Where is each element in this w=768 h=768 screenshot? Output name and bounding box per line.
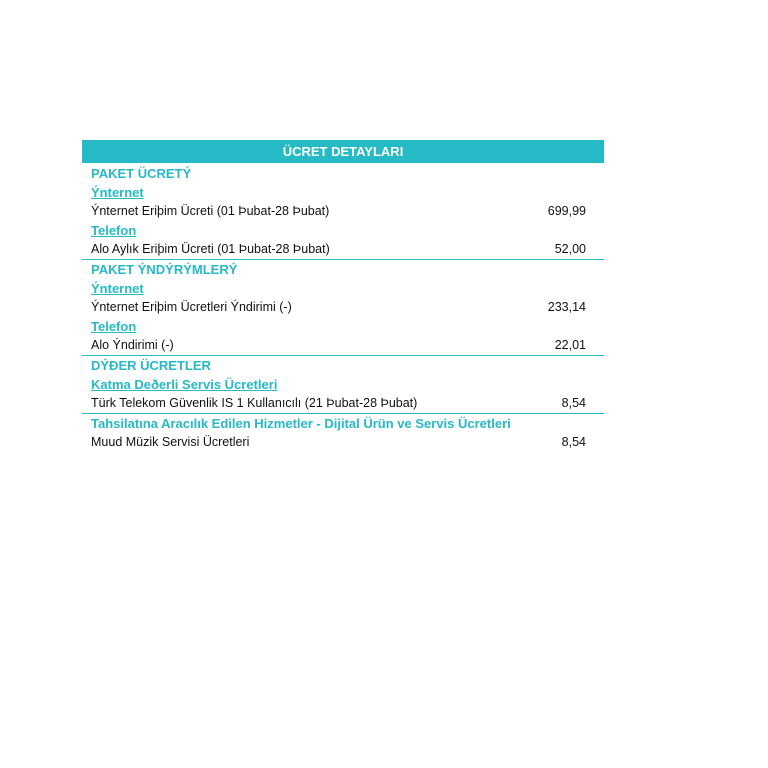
group-title-phone (82, 221, 604, 240)
line-item-amount: 8,54 (561, 435, 586, 449)
section-title-package-fee: PAKET ÜCRETÝ (91, 166, 192, 181)
line-item-amount: 22,01 (554, 338, 586, 352)
line-item (82, 433, 604, 452)
group-title-label: Katma Deðerli Servis Ücretleri (91, 377, 278, 392)
line-item (82, 240, 604, 260)
line-item-label: Muud Müzik Servisi Ücretleri (91, 435, 250, 449)
line-item (82, 394, 604, 414)
section-title-other-fees: DÝÐER ÜCRETLER (91, 358, 211, 373)
fee-details-content (82, 164, 604, 452)
line-item-label: Türk Telekom Güvenlik IS 1 Kullanıcılı (21 Þubat-28 Þubat) (91, 396, 418, 410)
group-title-internet (82, 279, 604, 298)
group-title-label: Telefon (91, 319, 137, 334)
section-title-intermediary-services: Tahsilatına Aracılık Edilen Hizmetler - Dijital Ürün ve Servis Ücretleri (91, 416, 511, 431)
line-item-label: Ýnternet Eriþim Ücreti (01 Þubat-28 Þubat) (91, 204, 330, 218)
line-item (82, 202, 604, 221)
line-item-label: Alo Ýndirimi (-) (91, 338, 174, 352)
group-title-phone (82, 317, 604, 336)
fee-details-header: ÜCRET DETAYLARI (82, 140, 604, 163)
group-title-vas (82, 375, 604, 394)
group-title-label: Ýnternet (91, 185, 144, 200)
section-title-package-discounts: PAKET ÝNDÝRÝMLERÝ (91, 262, 238, 277)
group-title-internet (82, 183, 604, 202)
line-item-label: Ýnternet Eriþim Ücretleri Ýndirimi (-) (91, 300, 292, 314)
line-item-amount: 52,00 (554, 242, 586, 256)
group-title-label: Telefon (91, 223, 137, 238)
line-item-amount: 233,14 (547, 300, 586, 314)
line-item-label: Alo Aylık Eriþim Ücreti (01 Þubat-28 Þubat) (91, 242, 330, 256)
line-item-amount: 699,99 (547, 204, 586, 218)
line-item (82, 336, 604, 356)
line-item-amount: 8,54 (561, 396, 586, 410)
group-title-label: Ýnternet (91, 281, 144, 296)
line-item (82, 298, 604, 317)
